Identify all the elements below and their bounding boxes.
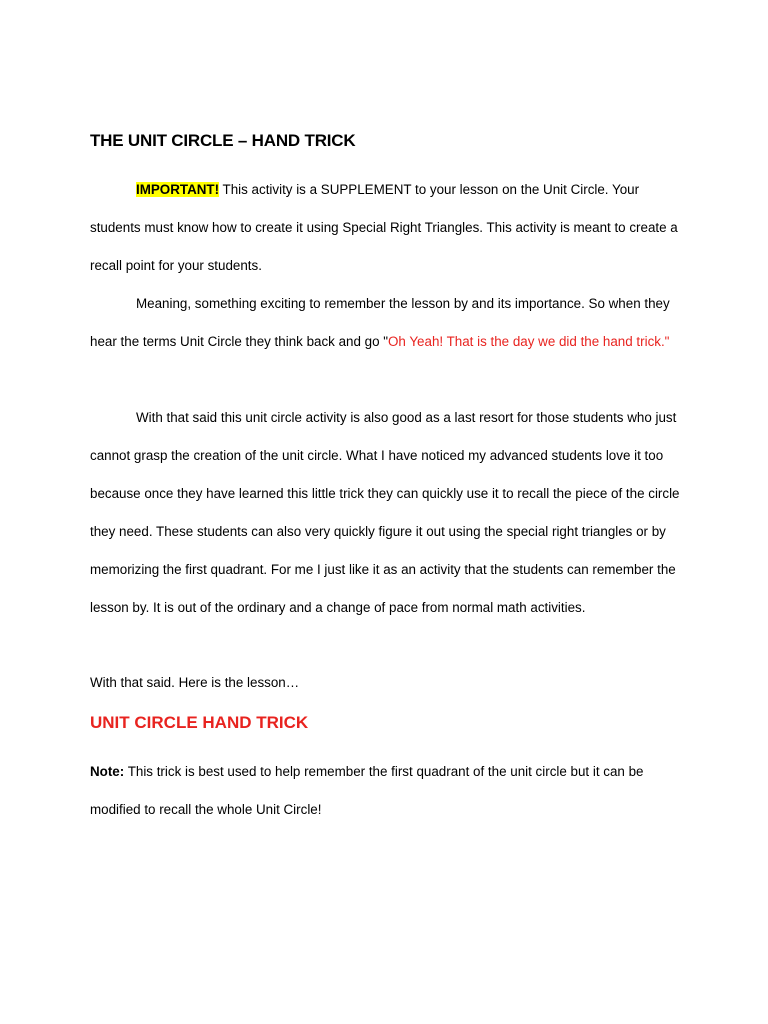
meaning-quote: Oh Yeah! That is the day we did the hand trick.": [388, 334, 670, 349]
lesson-line: With that said. Here is the lesson…: [90, 675, 300, 690]
with-that-said-paragraph: [90, 399, 690, 627]
meaning-paragraph: [90, 285, 690, 361]
note-paragraph: [90, 753, 690, 829]
intro-text: This activity is a SUPPLEMENT to your lesson on the Unit Circle. Your students must know how to create it using Special Right Triangles. This activity is meant to create a recall point for your students.: [90, 182, 678, 273]
note-label: Note:: [90, 764, 125, 779]
document-page: [90, 0, 690, 1024]
important-label: IMPORTANT!: [136, 182, 220, 197]
page-title: THE UNIT CIRCLE – HAND TRICK: [90, 131, 356, 150]
meaning-text: Meaning, something exciting to remember the lesson by and its importance. So when they hear the terms Unit Circle they think back and go ": [90, 296, 670, 349]
intro-paragraph: [90, 171, 690, 285]
section-heading: UNIT CIRCLE HAND TRICK: [90, 713, 309, 732]
with-that-said-text: With that said this unit circle activity is also good as a last resort for those students who just cannot grasp the creation of the unit circle. What I have noticed my advanced students love it too because once they have learned this little trick they can quickly use it to recall the piece of the circle they need. These students can also very quickly figure it out using the special right triangles or by memorizing the first quadrant. For me I just like it as an activity that the students can remember the lesson by. It is out of the ordinary and a change of pace from normal math activities.: [90, 410, 680, 615]
note-text: This trick is best used to help remember the first quadrant of the unit circle but it can be modified to recall the whole Unit Circle!: [90, 764, 644, 817]
